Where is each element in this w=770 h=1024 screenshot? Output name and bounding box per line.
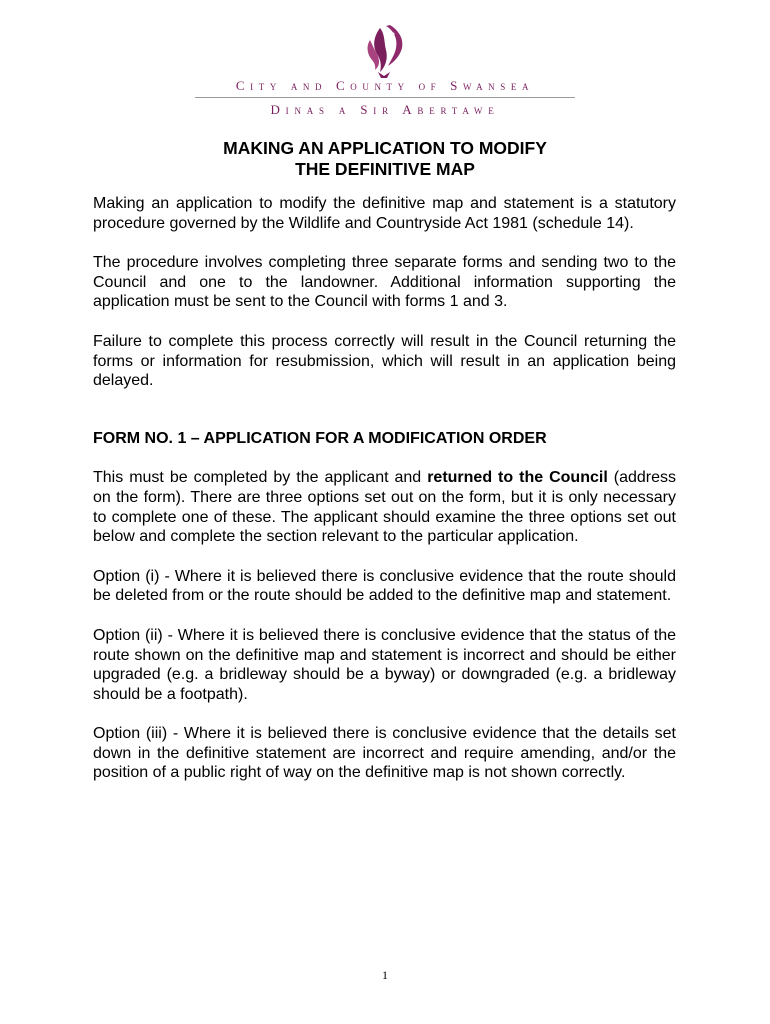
intro-paragraph-2: The procedure involves completing three separate forms and sending two to the Council and one to the landowner. Additional information supporting the application must be sent to the Council with forms 1 and 3. <box>93 254 676 311</box>
page-title-line2: THE DEFINITIVE MAP <box>295 159 475 179</box>
option-2-paragraph: Option (ii) - Where it is believed there is conclusive evidence that the status of the route shown on the definitive map and statement is incorrect and should be either upgraded (e.g. a bridleway should be a byway) or downgraded (e.g. a bridleway should be a footpath). <box>93 626 676 703</box>
intro-paragraph-1: Making an application to modify the definitive map and statement is a statutory procedure governed by the Wildlife and Countryside Act 1981 (schedule 14). <box>93 195 676 232</box>
council-name-welsh: Dinas a Sir Abertawe <box>270 102 500 117</box>
swansea-osprey-logo-icon <box>360 22 410 78</box>
intro-paragraph-3: Failure to complete this process correctly will result in the Council returning the forms or information for resubmission, which will result in an application being delayed. <box>93 332 676 390</box>
option-3-paragraph: Option (iii) - Where it is believed there is conclusive evidence that the details set down in the definitive statement are incorrect and require amending, and/or the position of a public right of way on the definitive map is not shown correctly. <box>93 725 676 782</box>
letterhead <box>0 22 770 118</box>
council-name-english: City and County of Swansea <box>235 78 535 93</box>
page-title-line1: MAKING AN APPLICATION TO MODIFY <box>223 138 547 158</box>
header-divider <box>195 97 575 98</box>
form1-text-start: This must be completed by the applicant and <box>93 469 428 487</box>
option-1-paragraph: Option (i) - Where it is believed there is conclusive evidence that the route should be deleted from or the route should be added to the definitive map and statement. <box>93 567 676 605</box>
document-body <box>93 194 676 783</box>
form1-text-end: (address on the form). There are three options set out on the form, but it is only necessary to complete one of these. The applicant should examine the three options set out below and complete the section relevant to the particular application. <box>93 469 677 546</box>
page-title <box>0 138 770 180</box>
form1-paragraph <box>93 468 676 546</box>
form1-heading: FORM NO. 1 – APPLICATION FOR A MODIFICATION ORDER <box>93 429 547 447</box>
form1-text-bold: returned to the Council <box>427 469 608 487</box>
page-number: 1 <box>382 968 388 982</box>
